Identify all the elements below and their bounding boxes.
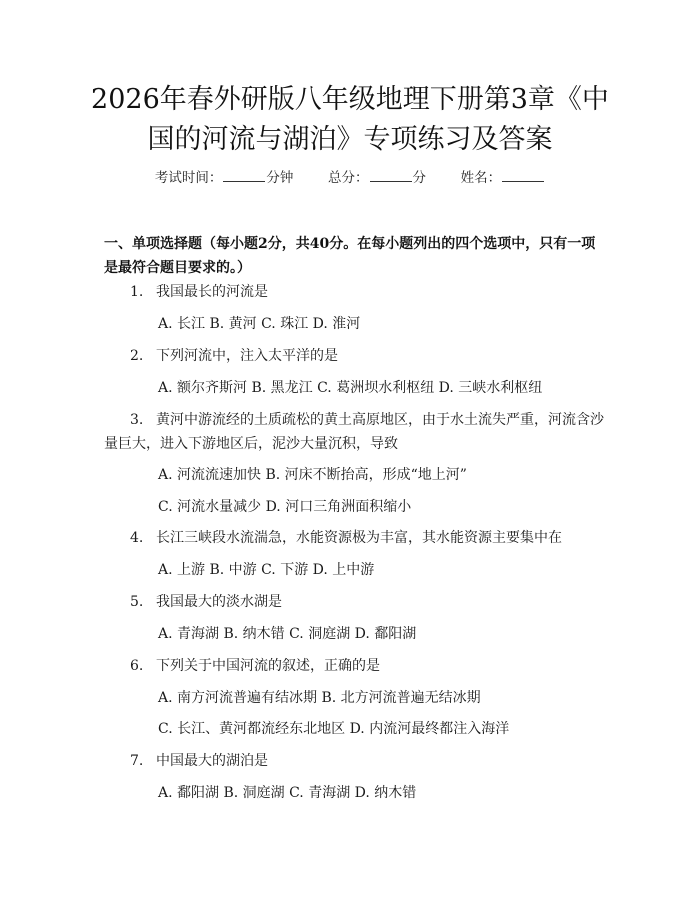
section-title: 一、单项选择题（每小题2分，共40分。在每小题列出的四个选项中，只有一项是最符合题目要求的。）	[104, 236, 596, 276]
score-blank	[370, 169, 412, 182]
question-1-options: A. 长江 B. 黄河 C. 珠江 D. 淮河	[158, 316, 361, 332]
question-number: 7.	[130, 753, 144, 769]
exam-meta	[0, 168, 700, 188]
question-text: 中国最大的湖泊是	[156, 753, 268, 769]
question-6-options-line-2: C. 长江、黄河都流经东北地区 D. 内流河最终都注入海洋	[158, 721, 510, 737]
question-3-options-line-2: C. 河流水量减少 D. 河口三角洲面积缩小	[158, 499, 412, 515]
question-3-options-line-1: A. 河流流速加快 B. 河床不断抬高，形成“地上河”	[158, 467, 467, 483]
score-unit: 分	[412, 170, 426, 186]
score-label: 总分：	[328, 170, 369, 186]
title-line-1: 2026年春外研版八年级地理下册第3章《中	[91, 84, 609, 115]
question-number: 3.	[130, 412, 144, 428]
question-2	[104, 344, 604, 368]
question-6	[104, 654, 604, 678]
question-number: 1.	[130, 284, 144, 300]
title-line-2: 国的河流与湖泊》专项练习及答案	[147, 124, 553, 155]
name-blank	[502, 169, 544, 182]
question-7	[104, 749, 604, 773]
question-2-options: A. 额尔齐斯河 B. 黑龙江 C. 葛洲坝水利枢纽 D. 三峡水利枢纽	[158, 380, 543, 396]
question-number: 4.	[130, 530, 144, 546]
question-4-options: A. 上游 B. 中游 C. 下游 D. 上中游	[158, 562, 375, 578]
question-number: 2.	[130, 348, 144, 364]
name-label: 姓名：	[460, 170, 502, 186]
question-text: 下列关于中国河流的叙述，正确的是	[156, 658, 380, 674]
document-title	[70, 80, 630, 160]
question-1	[104, 280, 604, 304]
question-4	[104, 526, 604, 550]
question-text: 长江三峡段水流湍急，水能资源极为丰富，其水能资源主要集中在	[156, 530, 562, 546]
question-text: 我国最长的河流是	[156, 284, 268, 300]
question-text: 黄河中游流经的土质疏松的黄土高原地区，由于水土流失严重，河流含沙量巨大，进入下游地区后，泥沙大量沉积，导致	[104, 412, 604, 452]
question-5-options: A. 青海湖 B. 纳木错 C. 洞庭湖 D. 鄱阳湖	[158, 626, 417, 642]
question-text: 我国最大的淡水湖是	[156, 594, 282, 610]
time-blank	[223, 169, 265, 182]
time-unit: 分钟	[266, 170, 294, 186]
question-3	[104, 408, 604, 456]
question-number: 6.	[130, 658, 144, 674]
time-label: 考试时间：	[154, 170, 223, 186]
question-text: 下列河流中，注入太平洋的是	[156, 348, 338, 364]
question-number: 5.	[130, 594, 144, 610]
question-7-options: A. 鄱阳湖 B. 洞庭湖 C. 青海湖 D. 纳木错	[158, 785, 417, 801]
question-6-options-line-1: A. 南方河流普遍有结冰期 B. 北方河流普遍无结冰期	[158, 690, 481, 706]
question-5	[104, 590, 604, 614]
